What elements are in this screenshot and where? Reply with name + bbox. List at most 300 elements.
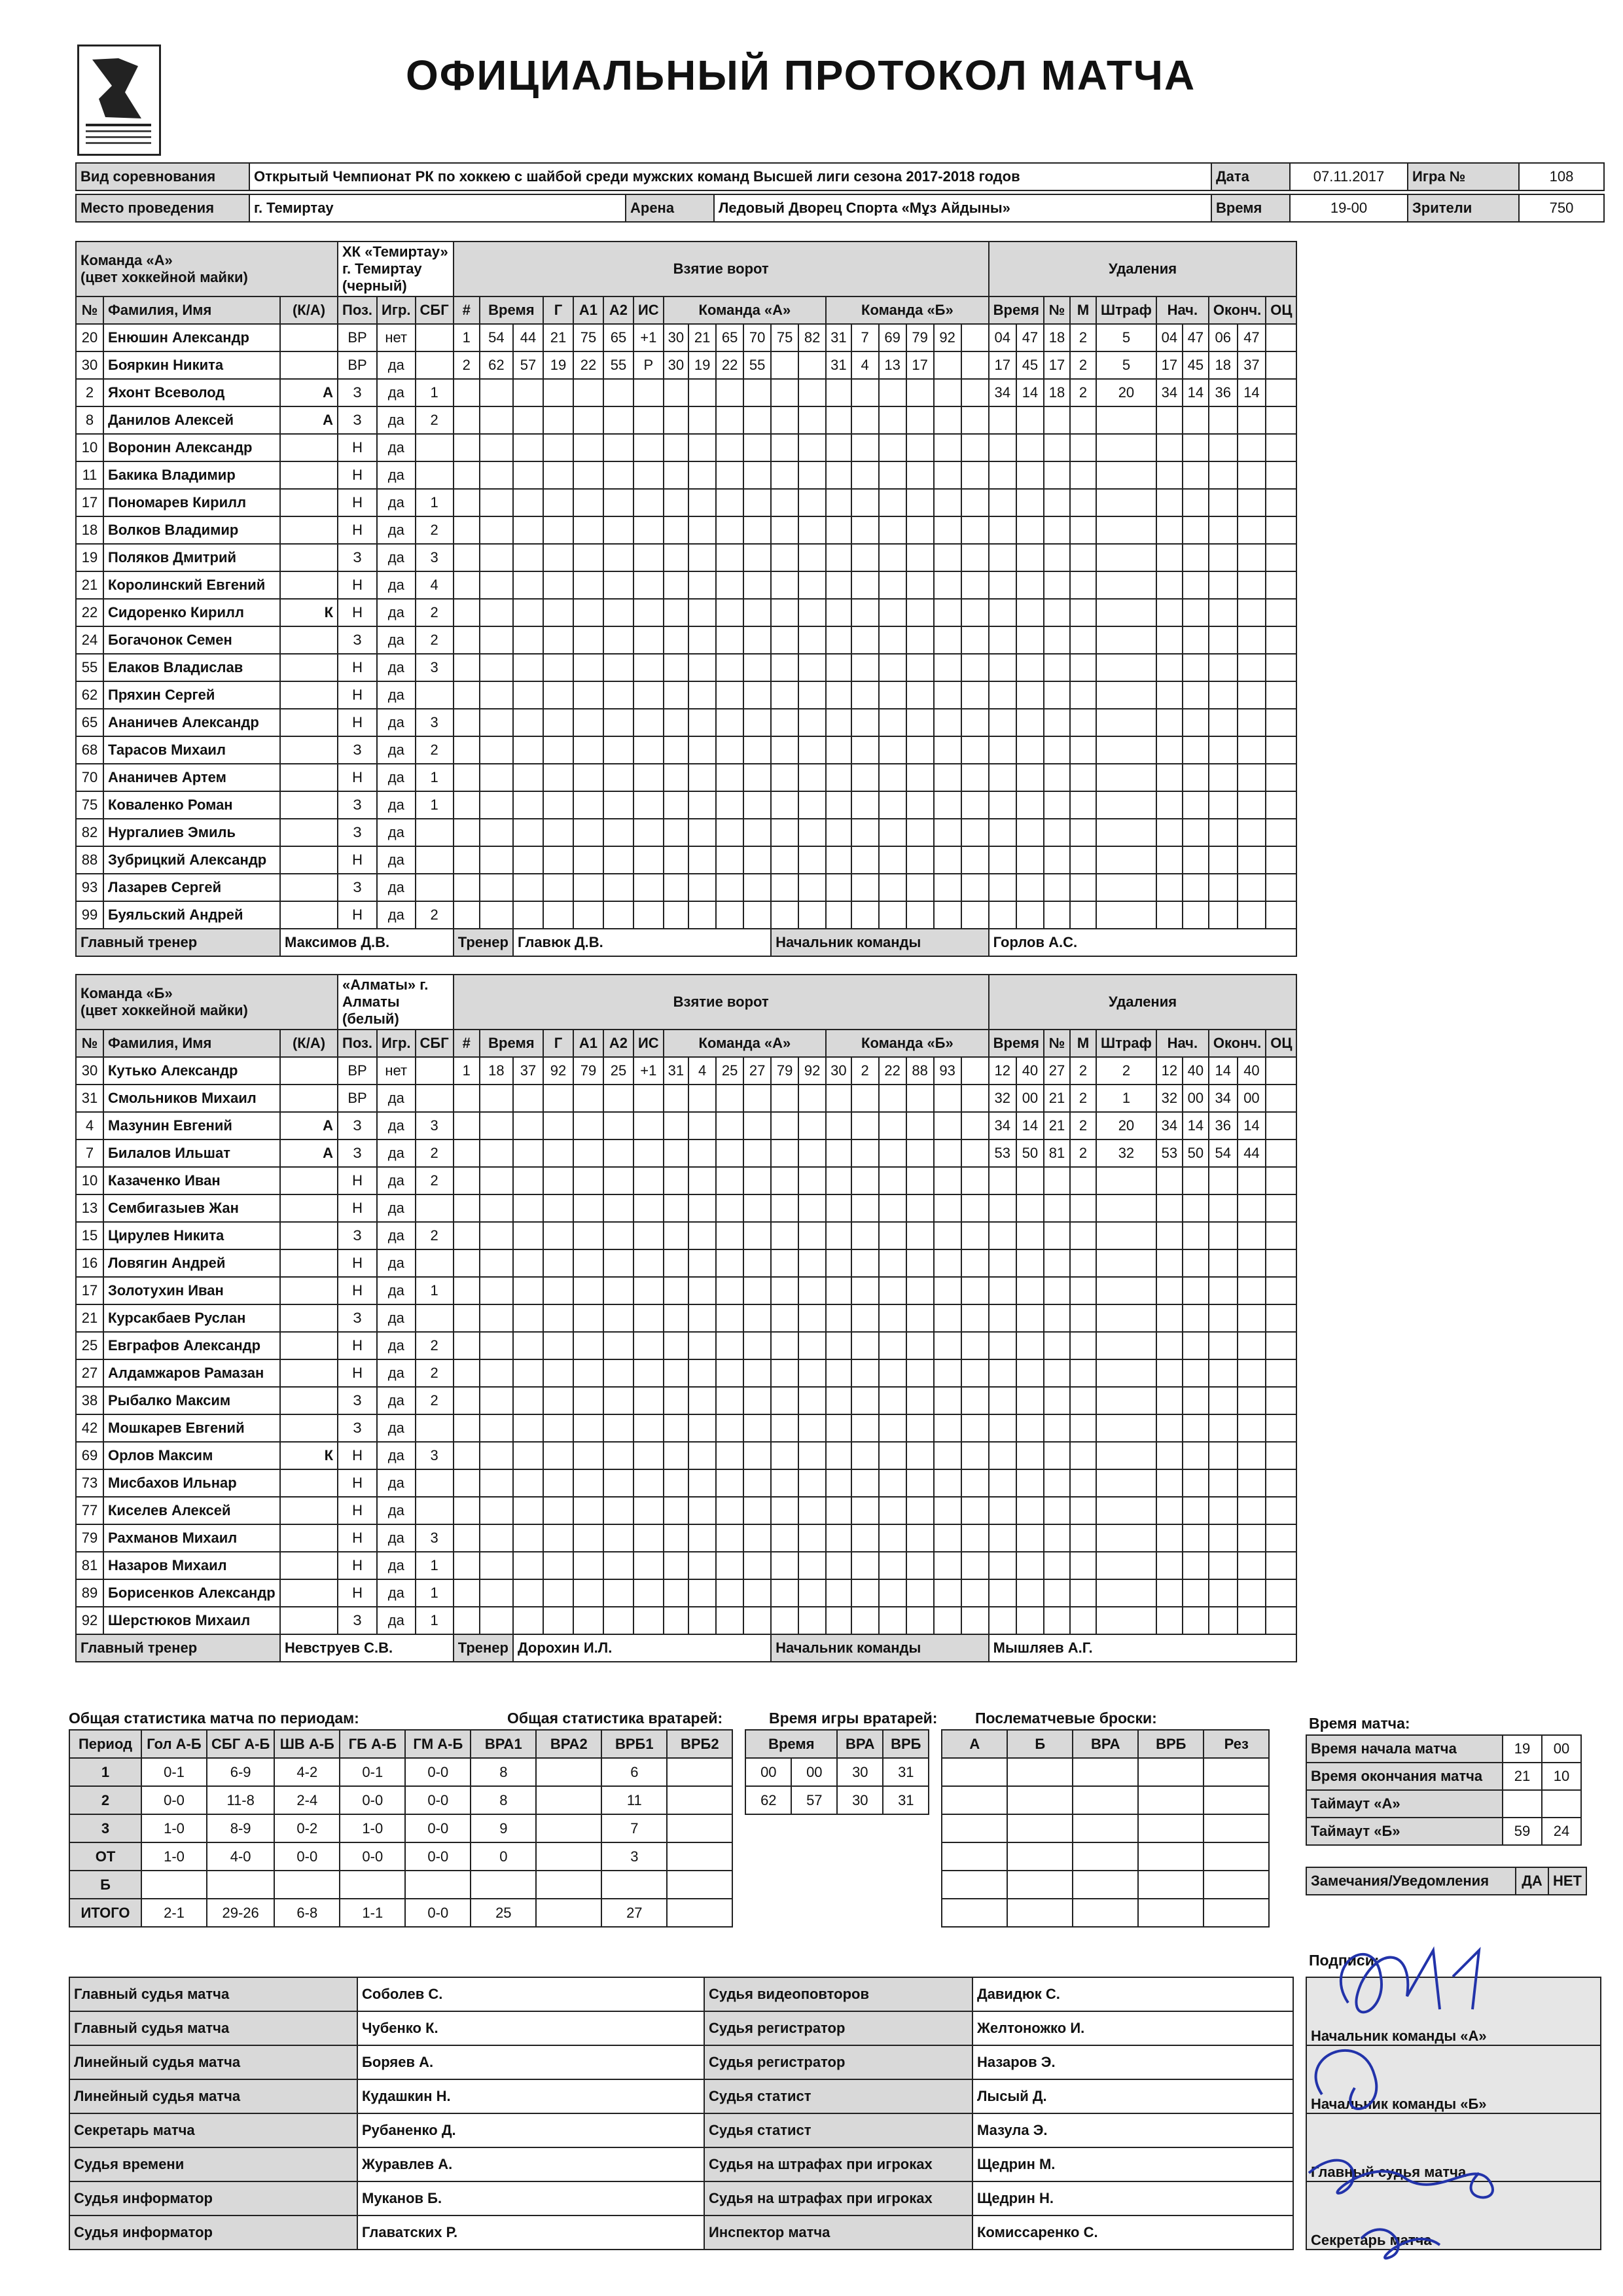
goal-cell (480, 736, 513, 764)
penalty-cell (1209, 874, 1238, 901)
goal-cell (716, 819, 743, 846)
penalty-cell (1238, 544, 1266, 571)
stats-cell: 0-2 (274, 1814, 340, 1842)
penalty-cell: 53 (1156, 1139, 1183, 1167)
penalty-cell: 2 (1096, 1057, 1156, 1085)
goal-cell (603, 1249, 633, 1277)
player-cell: да (377, 1167, 416, 1194)
goal-cell (543, 1497, 573, 1524)
penalty-cell (1183, 736, 1209, 764)
goal-cell (633, 489, 664, 516)
player-row (76, 599, 1296, 626)
penalty-cell (1044, 1249, 1070, 1277)
gt-cell (837, 1899, 883, 1927)
goal-cell (826, 1579, 851, 1607)
goal-cell (543, 1607, 573, 1634)
player-cell: Кутько Александр (103, 1057, 280, 1085)
goal-cell (826, 874, 851, 901)
goal-cell (934, 1194, 961, 1222)
goal-cell (716, 379, 743, 406)
penalty-cell (1096, 1277, 1156, 1304)
goal-cell (716, 1332, 743, 1359)
player-cell: 79 (76, 1524, 103, 1552)
col-igr: Игр. (377, 296, 416, 324)
goal-cell (798, 1194, 826, 1222)
player-row (76, 1414, 1296, 1442)
goal-cell (633, 1139, 664, 1167)
goal-cell (543, 874, 573, 901)
player-cell: Евграфов Александр (103, 1332, 280, 1359)
so-cell (1007, 1842, 1073, 1871)
goal-cell (798, 571, 826, 599)
player-cell: Бакика Владимир (103, 461, 280, 489)
stats-row (69, 1786, 1269, 1814)
goal-cell (543, 1524, 573, 1552)
stats-cell: 0-1 (141, 1758, 207, 1786)
official-name: Мазула Э. (972, 2113, 1293, 2147)
goal-cell (688, 406, 716, 434)
penalty-cell (1070, 1524, 1096, 1552)
goal-cell (454, 1085, 480, 1112)
goal-cell (633, 379, 664, 406)
goal-cell (633, 1469, 664, 1497)
player-cell (280, 1579, 338, 1607)
penalty-cell (1070, 1442, 1096, 1469)
goal-cell (934, 379, 961, 406)
penalty-cell (1044, 461, 1070, 489)
gt-cell (791, 1814, 837, 1842)
player-cell: ВР (338, 324, 377, 351)
penalty-cell (1156, 791, 1183, 819)
goal-cell (543, 516, 573, 544)
player-cell (280, 1085, 338, 1112)
player-cell: Золотухин Иван (103, 1277, 280, 1304)
goal-cell (879, 901, 906, 929)
goal-cell (454, 406, 480, 434)
player-cell: 1 (416, 764, 454, 791)
goals-header: Взятие ворот (454, 242, 989, 296)
goal-cell (961, 819, 989, 846)
player-cell: Н (338, 1194, 377, 1222)
goal-cell (603, 571, 633, 599)
goal-cell (573, 764, 603, 791)
player-cell: ВР (338, 351, 377, 379)
goal-cell (851, 1414, 879, 1442)
mt-label: Таймаут «А» (1306, 1790, 1503, 1818)
goal-cell (716, 1414, 743, 1442)
penalty-cell (1238, 1167, 1266, 1194)
penalty-cell (1238, 571, 1266, 599)
goal-cell (771, 1112, 798, 1139)
penalty-cell (989, 901, 1016, 929)
goal-cell (716, 846, 743, 874)
penalty-cell (1209, 489, 1238, 516)
goal-cell (688, 1387, 716, 1414)
goal-cell (633, 1359, 664, 1387)
player-cell: 73 (76, 1469, 103, 1497)
player-row (76, 1139, 1296, 1167)
goal-cell: 92 (543, 1057, 573, 1085)
goal-cell (633, 1497, 664, 1524)
goal-cell: 82 (798, 324, 826, 351)
penalty-cell (1209, 1194, 1238, 1222)
signature-line: Начальник команды «А» (1306, 1977, 1601, 2045)
penalty-cell (1209, 1387, 1238, 1414)
goal-cell (688, 1194, 716, 1222)
penalty-cell (1044, 791, 1070, 819)
player-cell: да (377, 681, 416, 709)
goal-cell (934, 1167, 961, 1194)
penalty-cell (1156, 764, 1183, 791)
oc-cell (1266, 1222, 1296, 1249)
player-cell: 75 (76, 791, 103, 819)
goal-cell (573, 1277, 603, 1304)
goal-cell (771, 544, 798, 571)
goal-cell (826, 901, 851, 929)
goal-cell (543, 1414, 573, 1442)
penalty-cell (1016, 1167, 1044, 1194)
goal-cell (688, 1139, 716, 1167)
goal-cell (961, 1359, 989, 1387)
col-is: ИС (633, 1030, 664, 1057)
penalty-cell: 17 (1044, 351, 1070, 379)
penalty-cell (1156, 681, 1183, 709)
penalty-cell (1070, 1387, 1096, 1414)
goal-cell (798, 846, 826, 874)
penalty-cell (1070, 846, 1096, 874)
col-oc: ОЦ (1266, 296, 1296, 324)
goal-cell (743, 1442, 771, 1469)
goal-cell (934, 489, 961, 516)
penalty-cell (989, 489, 1016, 516)
penalty-cell (1070, 1304, 1096, 1332)
player-cell (280, 516, 338, 544)
goal-cell (603, 516, 633, 544)
goal-cell (934, 846, 961, 874)
goal-cell (826, 1112, 851, 1139)
goal-cell (454, 461, 480, 489)
goal-cell (573, 1139, 603, 1167)
official-row (69, 2079, 1293, 2113)
player-cell (280, 874, 338, 901)
manager-label: Начальник команды (771, 929, 988, 956)
stats-cell (667, 1814, 732, 1842)
goal-cell (603, 1194, 633, 1222)
goal-cell: 4 (851, 351, 879, 379)
goal-cell (664, 1139, 688, 1167)
goal-cell (513, 544, 543, 571)
goal-cell (961, 461, 989, 489)
goal-cell: 65 (603, 324, 633, 351)
penalty-cell (1183, 1552, 1209, 1579)
oc-cell (1266, 1359, 1296, 1387)
player-row (76, 1552, 1296, 1579)
goal-cell (743, 626, 771, 654)
arena-value: Ледовый Дворец Спорта «Мұз Айдыны» (714, 194, 1211, 222)
penalty-cell (1209, 1167, 1238, 1194)
penalty-cell (1183, 1387, 1209, 1414)
goal-cell (906, 626, 934, 654)
goal-cell (906, 379, 934, 406)
stats-cell: 0-0 (405, 1814, 471, 1842)
goal-cell (743, 571, 771, 599)
goal-cell (826, 1332, 851, 1359)
goal-cell (543, 846, 573, 874)
goal-cell (603, 544, 633, 571)
goal-cell (603, 1085, 633, 1112)
goal-cell: 54 (480, 324, 513, 351)
penalty-cell (1096, 791, 1156, 819)
penalty-cell (1016, 1332, 1044, 1359)
penalty-cell (989, 1194, 1016, 1222)
penalty-cell (989, 1304, 1016, 1332)
goal-cell (513, 1304, 543, 1332)
goal-cell (664, 1222, 688, 1249)
player-row (76, 1085, 1296, 1112)
goal-cell (716, 764, 743, 791)
goal-cell: 70 (743, 324, 771, 351)
goal-cell (798, 1469, 826, 1497)
penalty-cell (1070, 1579, 1096, 1607)
stats-cell: 6 (601, 1758, 667, 1786)
player-cell: 2 (416, 1139, 454, 1167)
goal-cell (879, 1277, 906, 1304)
penalty-cell (1016, 1359, 1044, 1387)
goal-cell (879, 1469, 906, 1497)
penalty-cell (1016, 516, 1044, 544)
goal-cell (664, 819, 688, 846)
stats-cell (536, 1758, 601, 1786)
penalty-cell (1096, 764, 1156, 791)
goal-cell (603, 764, 633, 791)
penalty-cell (1156, 434, 1183, 461)
player-cell (280, 1359, 338, 1387)
goal-cell (826, 1607, 851, 1634)
goal-cell (688, 1524, 716, 1552)
col-no: № (76, 296, 103, 324)
penalty-cell: 14 (1183, 379, 1209, 406)
stats-cell: 3 (69, 1814, 141, 1842)
header-table (75, 162, 1605, 191)
mt-m (1542, 1790, 1581, 1818)
so-cell (1073, 1814, 1138, 1842)
goal-cell (688, 1332, 716, 1359)
goal-cell (573, 1304, 603, 1332)
goal-cell (798, 1387, 826, 1414)
penalty-cell (1070, 1359, 1096, 1387)
oc-cell (1266, 1249, 1296, 1277)
team-name: ХК «Темиртау» г. Темиртау (черный) (338, 242, 454, 296)
goal-cell (851, 1222, 879, 1249)
player-cell: 1 (416, 791, 454, 819)
goal-cell (879, 874, 906, 901)
goal-cell (879, 1194, 906, 1222)
penalty-cell (1096, 681, 1156, 709)
penalty-cell (1238, 709, 1266, 736)
goal-cell (851, 1277, 879, 1304)
goal-cell (934, 1414, 961, 1442)
gt-cell: 30 (837, 1786, 883, 1814)
oc-cell (1266, 764, 1296, 791)
col-gt: Время (480, 296, 543, 324)
stats-cell: 4-2 (274, 1758, 340, 1786)
goal-cell (633, 819, 664, 846)
goal-cell (906, 1167, 934, 1194)
goal-cell (743, 1359, 771, 1387)
goal-cell (879, 489, 906, 516)
official-name: Боряев А. (357, 2045, 704, 2079)
player-cell: Нургалиев Эмиль (103, 819, 280, 846)
goal-cell (480, 1442, 513, 1469)
remarks-yes[interactable]: ДА (1516, 1867, 1548, 1895)
penalty-cell (1209, 516, 1238, 544)
oc-cell (1266, 681, 1296, 709)
penalty-cell (1238, 1469, 1266, 1497)
penalty-cell (1209, 1552, 1238, 1579)
goal-cell (906, 1552, 934, 1579)
penalty-cell (1183, 791, 1209, 819)
mt-h: 59 (1503, 1818, 1542, 1845)
penalty-cell (1209, 681, 1238, 709)
goal-cell (961, 1167, 989, 1194)
goal-cell (851, 709, 879, 736)
so-cell (942, 1758, 1007, 1786)
penalty-cell (1156, 736, 1183, 764)
goal-cell (851, 819, 879, 846)
penalty-cell (1209, 1222, 1238, 1249)
goal-cell (906, 1359, 934, 1387)
goal-cell (633, 599, 664, 626)
oc-cell (1266, 901, 1296, 929)
goal-cell (573, 709, 603, 736)
goal-cell (664, 1304, 688, 1332)
goal-cell (826, 1469, 851, 1497)
col-pen-start: Нач. (1156, 296, 1209, 324)
so-cell (1204, 1758, 1269, 1786)
goal-cell (961, 1304, 989, 1332)
penalty-cell (1209, 709, 1238, 736)
goal-cell (480, 516, 513, 544)
goal-cell (454, 599, 480, 626)
goal-cell (543, 489, 573, 516)
oc-cell (1266, 1085, 1296, 1112)
goal-cell: 25 (716, 1057, 743, 1085)
remarks-no[interactable]: НЕТ (1548, 1867, 1586, 1895)
goal-cell (603, 654, 633, 681)
stats-cell: Б (69, 1871, 141, 1899)
oc-cell (1266, 434, 1296, 461)
player-row (76, 434, 1296, 461)
penalty-cell (1016, 461, 1044, 489)
goal-cell (906, 571, 934, 599)
penalty-cell (1016, 874, 1044, 901)
goal-cell (543, 379, 573, 406)
penalty-cell (1183, 489, 1209, 516)
penalty-cell (1183, 1249, 1209, 1277)
stats-cell: 29-26 (207, 1899, 274, 1927)
official-role: Секретарь матча (69, 2113, 357, 2147)
so-cell (1204, 1814, 1269, 1842)
goal-cell (879, 681, 906, 709)
stats-cell (667, 1758, 732, 1786)
goal-cell (513, 791, 543, 819)
penalty-cell (1238, 1277, 1266, 1304)
goal-cell (851, 516, 879, 544)
player-cell: 19 (76, 544, 103, 571)
player-cell: З (338, 819, 377, 846)
goal-cell (716, 1139, 743, 1167)
comp-label: Вид соревнования (76, 163, 249, 190)
goal-cell (543, 1085, 573, 1112)
penalty-cell (1044, 406, 1070, 434)
goal-cell: 75 (573, 324, 603, 351)
player-cell: 10 (76, 1167, 103, 1194)
stats-row (69, 1814, 1269, 1842)
goal-cell (771, 1249, 798, 1277)
goal-cell (688, 1607, 716, 1634)
penalty-cell (1183, 654, 1209, 681)
penalty-cell: 5 (1096, 351, 1156, 379)
penalty-cell (1044, 681, 1070, 709)
goal-cell (480, 1222, 513, 1249)
goal-cell (961, 1442, 989, 1469)
goal-cell (851, 1469, 879, 1497)
col-ka: (К/А) (280, 296, 338, 324)
penalty-cell (1156, 901, 1183, 929)
goal-cell (851, 571, 879, 599)
penalty-cell: 14 (1016, 1112, 1044, 1139)
penalty-cell (1156, 1497, 1183, 1524)
goal-cell: 57 (513, 351, 543, 379)
penalty-cell (1044, 1579, 1070, 1607)
penalty-cell (1044, 901, 1070, 929)
player-row (76, 1057, 1296, 1085)
player-cell (416, 351, 454, 379)
penalty-cell (1209, 764, 1238, 791)
goal-cell (826, 626, 851, 654)
goal-cell (906, 1304, 934, 1332)
goal-cell (603, 846, 633, 874)
goal-cell (771, 819, 798, 846)
penalty-cell (1238, 846, 1266, 874)
goal-cell (961, 1139, 989, 1167)
goal-cell (716, 516, 743, 544)
goal-cell (851, 1085, 879, 1112)
oc-cell (1266, 1469, 1296, 1497)
goal-cell: 30 (664, 351, 688, 379)
official-role: Судья регистратор (704, 2045, 972, 2079)
goal-cell (688, 846, 716, 874)
goal-cell (573, 434, 603, 461)
goal-cell (513, 1552, 543, 1579)
goal-cell: 30 (664, 324, 688, 351)
goal-cell (543, 1387, 573, 1414)
penalty-cell (1209, 1249, 1238, 1277)
gt-cell: 00 (745, 1758, 791, 1786)
goal-cell (906, 819, 934, 846)
goal-cell (851, 1194, 879, 1222)
goal-cell (513, 1249, 543, 1277)
gt-cell (745, 1842, 791, 1871)
goal-cell (906, 1222, 934, 1249)
penalty-cell: 34 (1156, 1112, 1183, 1139)
penalty-cell (989, 461, 1016, 489)
goal-cell (906, 599, 934, 626)
penalty-cell (1044, 1524, 1070, 1552)
goal-cell (513, 406, 543, 434)
penalty-cell (1016, 1497, 1044, 1524)
stats-cell: 0-0 (405, 1842, 471, 1871)
